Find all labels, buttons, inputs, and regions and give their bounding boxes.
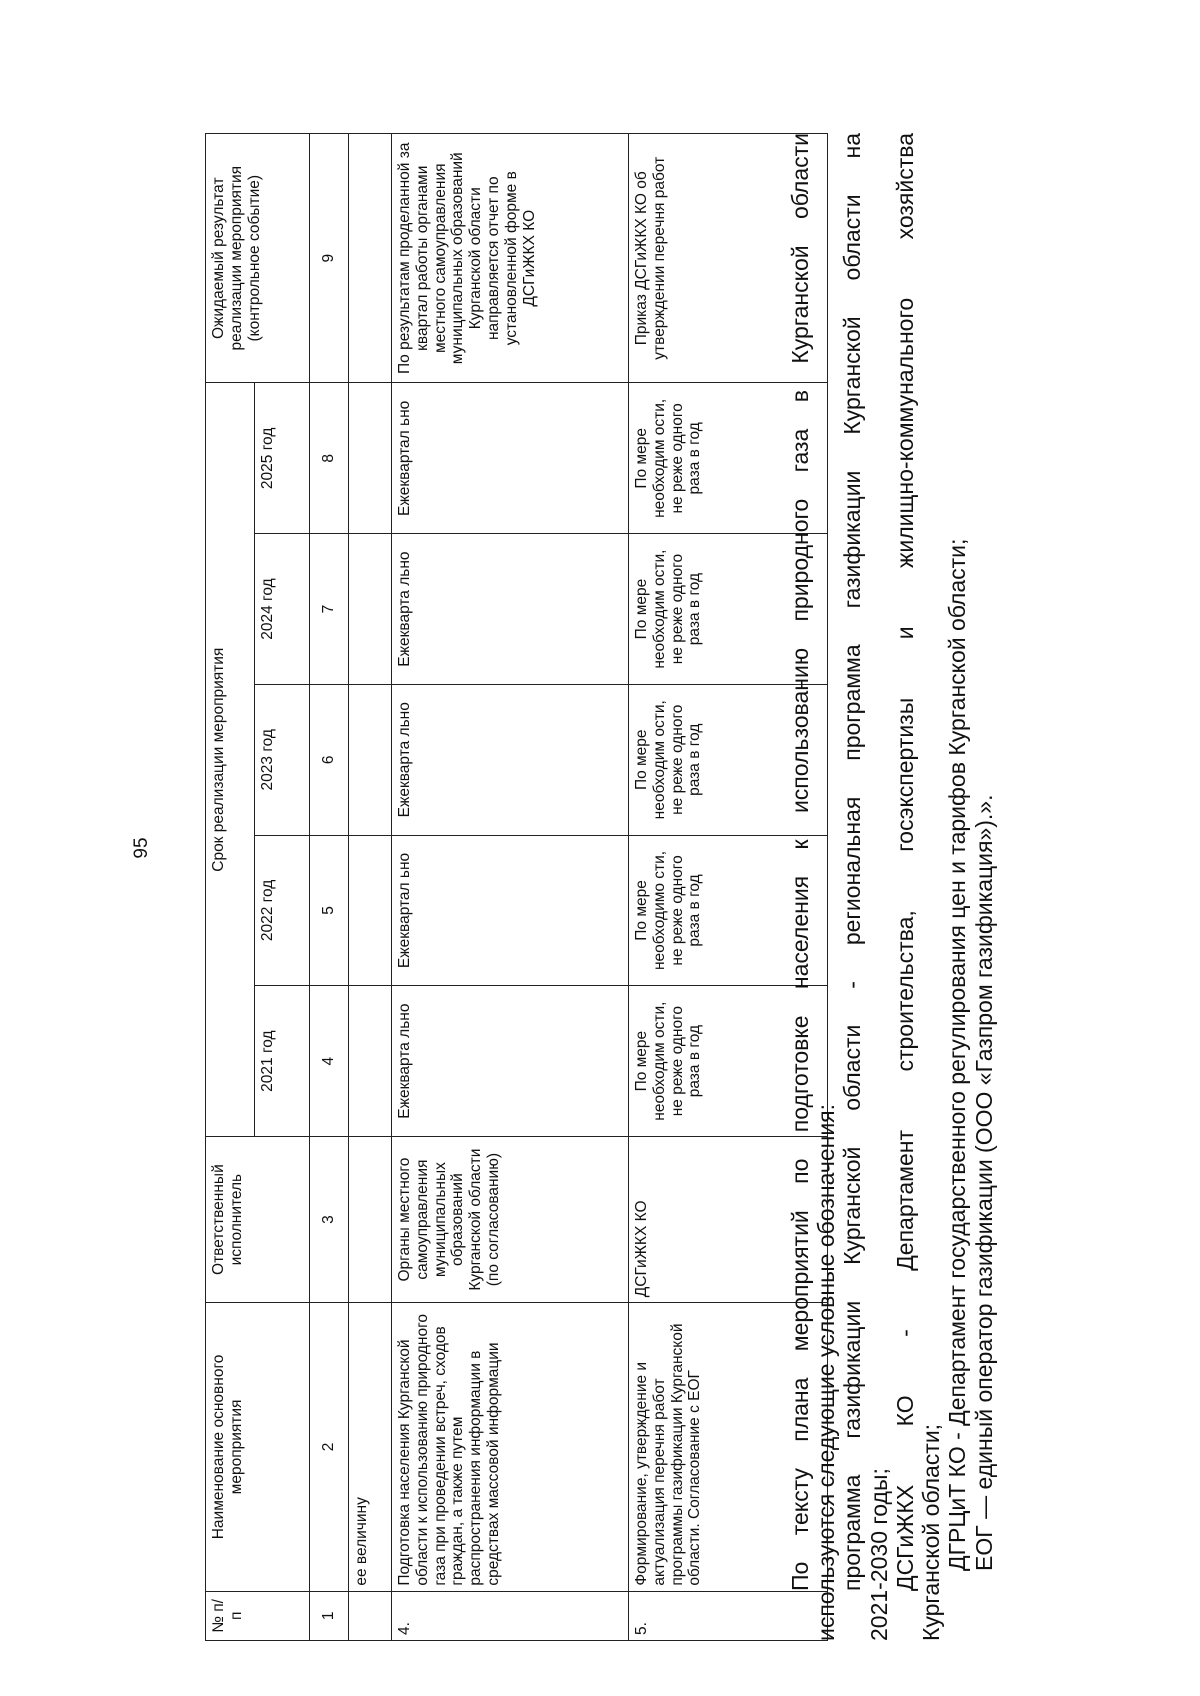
header-year-2025: 2025 год (255, 383, 310, 534)
term-2021: По мере необходим ости, не реже одного раза в год (629, 986, 828, 1137)
term-2024: По мере необходим ости, не реже одного раза в год (629, 534, 828, 685)
row-number: 5. (629, 1591, 828, 1640)
column-number: 4 (310, 986, 349, 1137)
column-number: 7 (310, 534, 349, 685)
column-number: 2 (310, 1303, 349, 1591)
column-number: 5 (310, 835, 349, 986)
term-2023: По мере необходим ости, не реже одного раза в год (629, 684, 828, 835)
page-number: 95 (131, 837, 152, 859)
term-2025: Ежеквартал ьно (392, 383, 629, 534)
rotated-sheet (205, 133, 1045, 1641)
header-num: № п/п (206, 1591, 310, 1640)
term-2025: По мере необходим ости, не реже одного раза в год (629, 383, 828, 534)
header-year-2023: 2023 год (255, 684, 310, 835)
table-row (392, 134, 629, 1641)
header-name: Наименование основного мероприятия (206, 1303, 310, 1591)
header-year-2022: 2022 год (255, 835, 310, 986)
continuation-cell-empty (349, 684, 392, 835)
term-2024: Ежекварта льно (392, 534, 629, 685)
continuation-cell-empty (349, 986, 392, 1137)
continuation-row (349, 134, 392, 1641)
column-number: 1 (310, 1591, 349, 1640)
activity-name: Подготовка населения Курганской области к использованию природного газа при проведении встреч, сходов граждан, а также путем распространения информации в средствах массовой информации (392, 1303, 629, 1591)
continuation-cell-empty (349, 1591, 392, 1640)
activity-executor: ДСГиЖКХ КО (629, 1136, 828, 1302)
continuation-cell-empty (349, 134, 392, 383)
term-2021: Ежекварта льно (392, 986, 629, 1137)
note-dgrc: ДГРЦиТ КО - Департамент государственного регулирования цен и тарифов Курганской области; (944, 538, 971, 1571)
continuation-cell-empty (349, 1136, 392, 1302)
continuation-cell-empty (349, 835, 392, 986)
activities-table (205, 133, 828, 1641)
note-program-line1: программа газификации Курганской области - региональная программа газификации Курганской области на (839, 133, 866, 1591)
continuation-text: ее величину (349, 1303, 392, 1591)
note-dsg-line2: Курганской области; (918, 1423, 945, 1641)
header-year-2024: 2024 год (255, 534, 310, 685)
row-number: 4. (392, 1591, 629, 1640)
note-program-line2: 2021-2030 годы; (865, 1468, 892, 1641)
activity-result: По результатам проделанной за квартал работы органами местного самоуправления муниципальных образований Курганской области направляется отчет по установленной форме в ДСГиЖКХ КО (392, 134, 629, 383)
activity-result: Приказ ДСГиЖКХ КО об утверждении перечня работ (629, 134, 828, 383)
term-2022: Ежеквартал ьно (392, 835, 629, 986)
notes-intro-line1: По тексту плана мероприятий по подготовке населения к использованию природного газа в Курганской области (787, 133, 813, 1591)
column-number: 3 (310, 1136, 349, 1302)
column-number: 9 (310, 134, 349, 383)
activity-executor: Органы местного самоуправления муниципальных образований Курганской области (по согласованию) (392, 1136, 629, 1302)
column-number: 6 (310, 684, 349, 835)
header-term: Срок реализации мероприятия (206, 383, 255, 1137)
header-year-2021: 2021 год (255, 986, 310, 1137)
notes-intro-line2: используются следующие условные обозначения: (813, 1103, 840, 1641)
note-eog: ЕОГ — единый оператор газификации (ООО «Газпром газификация»).». (970, 794, 997, 1571)
continuation-cell-empty (349, 383, 392, 534)
notes-section (787, 133, 997, 1641)
term-2023: Ежекварта льно (392, 684, 629, 835)
activity-name: Формирование, утверждение и актуализация перечня работ программы газификации Курганской области. Согласование с ЕОГ (629, 1303, 828, 1591)
continuation-cell-empty (349, 534, 392, 685)
column-number: 8 (310, 383, 349, 534)
header-executor: Ответственный исполнитель (206, 1136, 310, 1302)
term-2022: По мере необходимо сти, не реже одного раза в год (629, 835, 828, 986)
note-dsg-line1: ДСГиЖКХ КО - Департамент строительства, госэкспертизы и жилищно-коммунального хозяйства (891, 133, 918, 1591)
header-result: Ожидаемый результат реализации мероприятия (контрольное событие) (206, 134, 310, 383)
column-numbers-row (310, 134, 349, 1641)
